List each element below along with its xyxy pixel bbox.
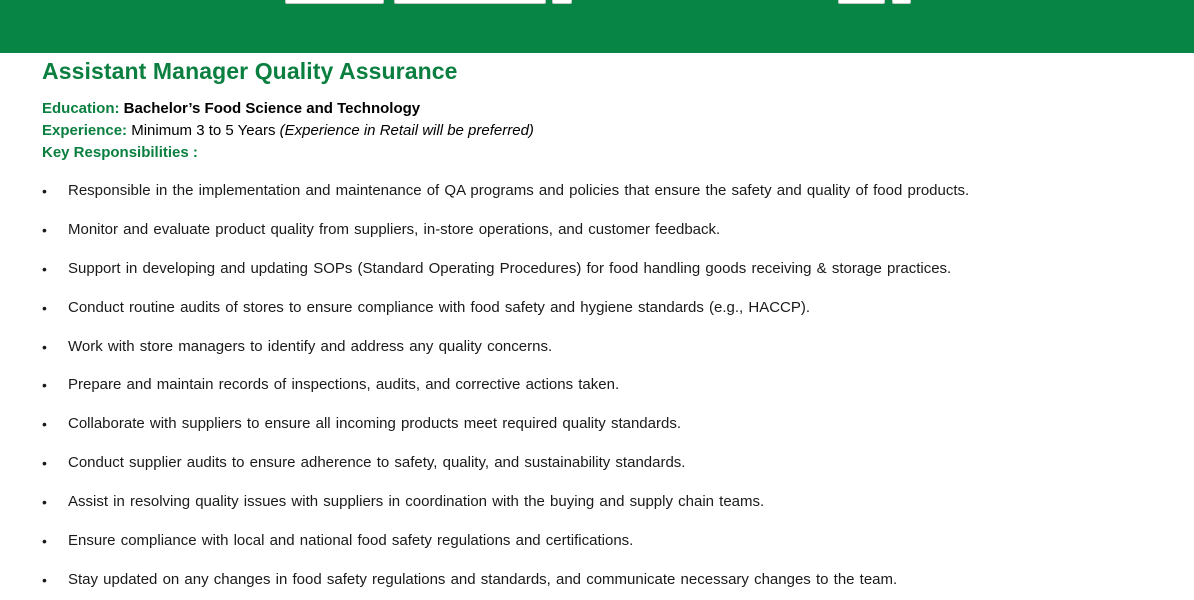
list-item-text: Collaborate with suppliers to ensure all incoming products meet required quality standards. xyxy=(68,415,681,433)
list-item xyxy=(0,332,1194,371)
bullet-icon: • xyxy=(42,494,47,511)
list-item-text: Conduct routine audits of stores to ensure compliance with food safety and hygiene standards (e.g., HACCP). xyxy=(68,298,811,316)
list-item-text: Work with store managers to identify and address any quality concerns. xyxy=(68,337,553,355)
job-title: Assistant Manager Quality Assurance xyxy=(42,58,458,84)
bullet-icon: • xyxy=(42,571,47,588)
bullet-icon: • xyxy=(42,221,47,238)
responsibilities-heading xyxy=(42,144,198,162)
list-item-text: Monitor and evaluate product quality from suppliers, in-store operations, and customer feedback. xyxy=(68,220,721,238)
list-item xyxy=(0,526,1194,565)
experience-label: Experience: xyxy=(42,122,128,139)
experience-value: Minimum 3 to 5 Years xyxy=(131,122,276,139)
bullet-icon: • xyxy=(42,416,47,433)
header-box xyxy=(838,0,885,4)
bullet-icon: • xyxy=(42,183,47,199)
education-line xyxy=(42,100,420,118)
list-item xyxy=(0,448,1194,487)
list-item xyxy=(0,215,1194,254)
list-item xyxy=(0,487,1194,526)
experience-line xyxy=(42,122,534,140)
education-label: Education: xyxy=(42,100,120,117)
responsibilities-label: Key Responsibilities : xyxy=(42,144,198,161)
list-item-text: Stay updated on any changes in food safety regulations and standards, and communicate necessary changes to the team. xyxy=(68,570,898,588)
header-band xyxy=(0,0,1194,53)
list-item-text: Responsible in the implementation and maintenance of QA programs and policies that ensure the safety and quality of food products. xyxy=(68,182,970,199)
list-item-text: Support in developing and updating SOPs (Standard Operating Procedures) for food handling goods receiving & storage practices. xyxy=(68,259,952,277)
list-item-text: Prepare and maintain records of inspections, audits, and corrective actions taken. xyxy=(68,376,620,394)
list-item-text: Assist in resolving quality issues with suppliers in coordination with the buying and supply chain teams. xyxy=(68,493,765,511)
header-box xyxy=(394,0,546,4)
list-item-text: Ensure compliance with local and national food safety regulations and certifications. xyxy=(68,532,634,550)
list-item xyxy=(0,176,1194,215)
list-item xyxy=(0,409,1194,448)
bullet-icon: • xyxy=(42,377,47,394)
bullet-icon: • xyxy=(42,299,47,316)
bullet-icon: • xyxy=(42,533,47,550)
header-box xyxy=(285,0,384,4)
education-value: Bachelor’s Food Science and Technology xyxy=(123,100,421,117)
list-item xyxy=(0,370,1194,409)
list-item-text: Conduct supplier audits to ensure adherence to safety, quality, and sustainability standards. xyxy=(68,454,686,472)
header-box xyxy=(552,0,572,4)
list-item xyxy=(0,254,1194,293)
list-item xyxy=(0,293,1194,332)
bullet-icon: • xyxy=(42,338,47,355)
header-box xyxy=(892,0,911,4)
list-item xyxy=(0,565,1194,600)
bullet-icon: • xyxy=(42,260,47,277)
responsibilities-list xyxy=(0,176,1194,600)
bullet-icon: • xyxy=(42,455,47,472)
experience-note: (Experience in Retail will be preferred) xyxy=(279,122,534,139)
